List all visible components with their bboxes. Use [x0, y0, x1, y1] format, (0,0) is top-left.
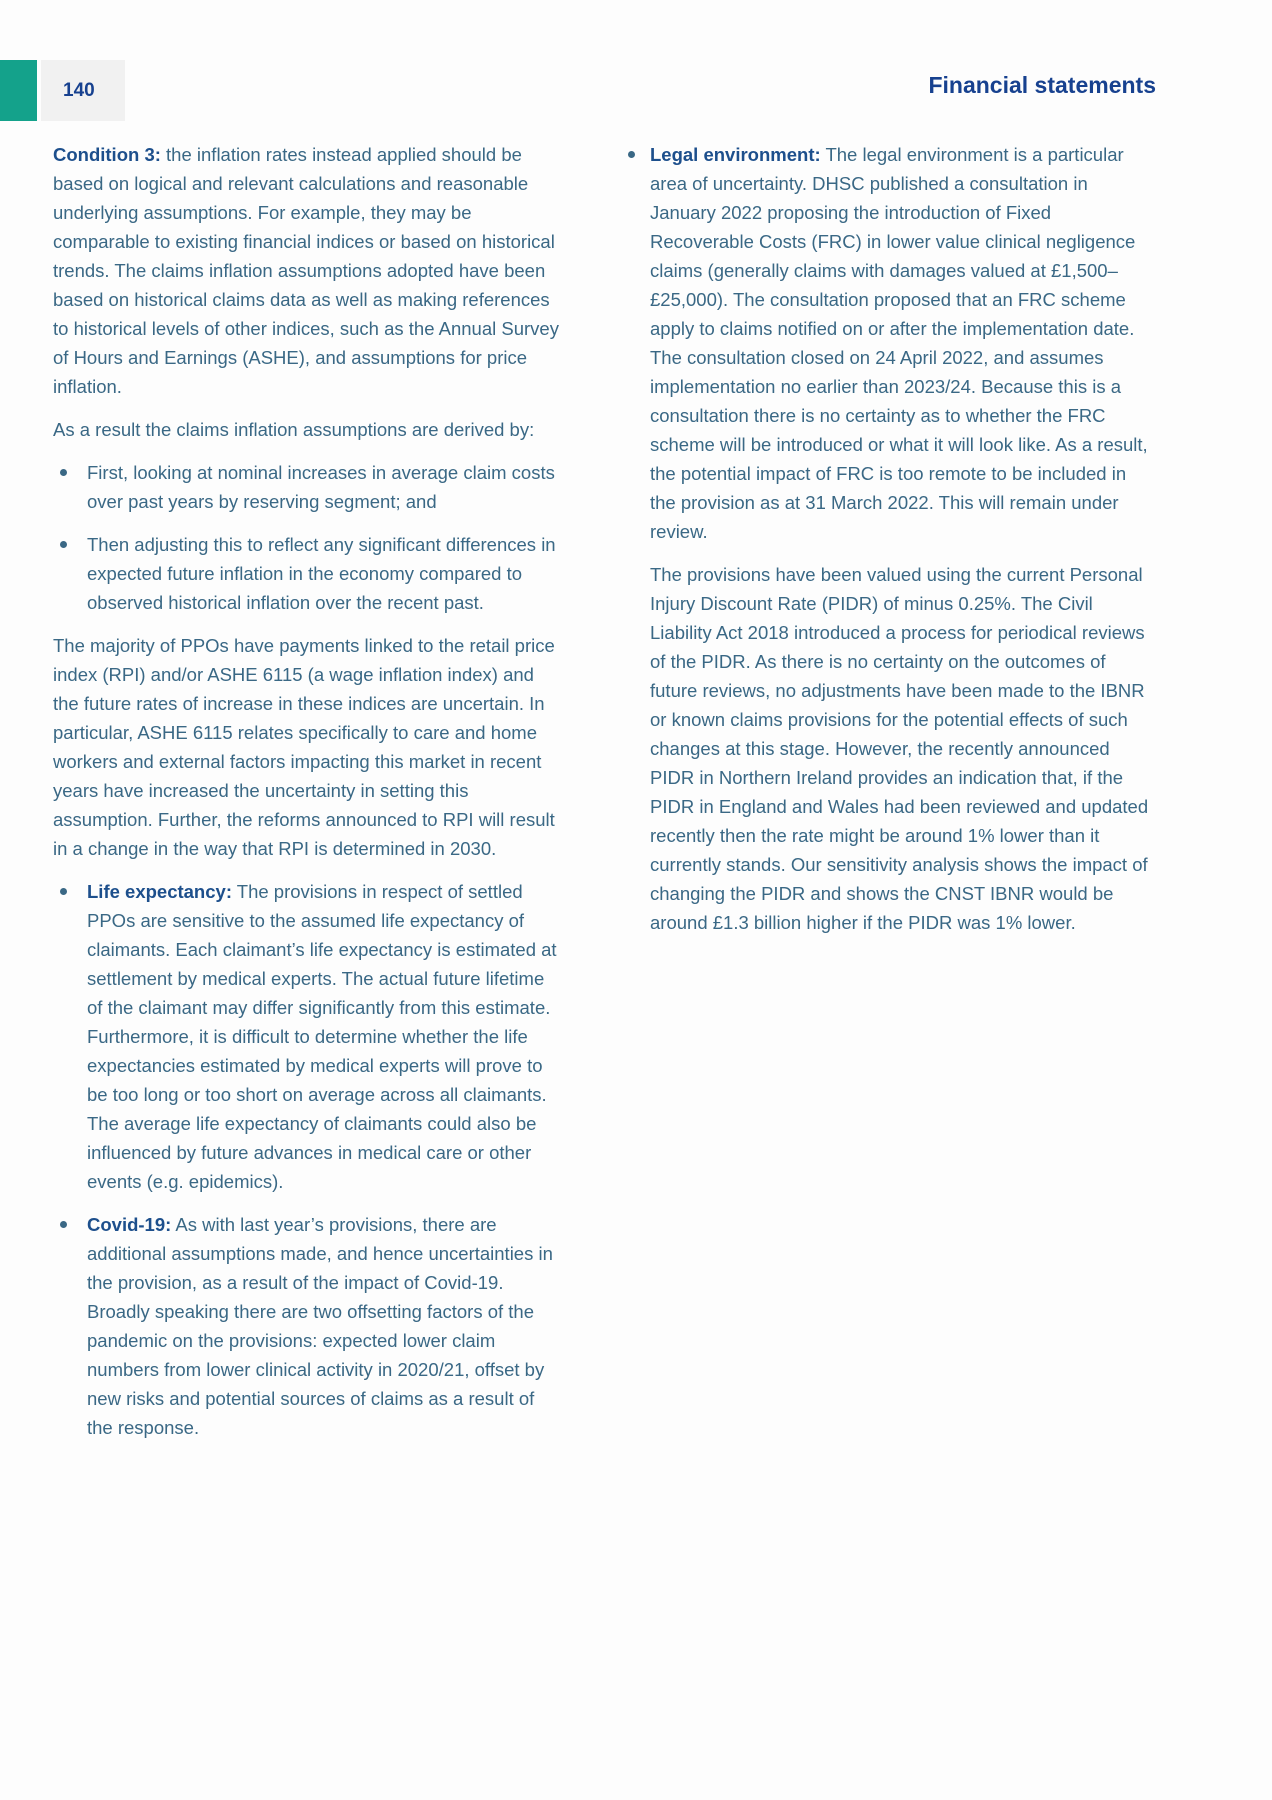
list-item-lead-covid19: Covid-19: [87, 1214, 172, 1235]
list-item-first-looking [53, 458, 563, 516]
paragraph-condition3 [53, 140, 563, 401]
list-item-text [87, 877, 563, 1196]
list-item-text: First, looking at nominal increases in average claim costs over past years by reserving segment; and [87, 462, 555, 512]
page-number-box [41, 60, 125, 121]
bullet-icon [60, 888, 67, 895]
list-item-body-covid19: As with last year’s provisions, there are additional assumptions made, and hence uncertainties in the provision, as a result of the impact of Covid-19. Broadly speaking there are two offsetting factors of the pandemic on the provisions: expected lower claim numbers from lower clinical activity in 2020/21, offset by new risks and potential sources of claims as a result of the response. [87, 1214, 553, 1438]
list-item-legal-environment [628, 140, 1150, 546]
page-number: 140 [63, 79, 95, 101]
bullet-icon [60, 1221, 67, 1228]
bullet-icon [60, 469, 67, 476]
list-item-text: Then adjusting this to reflect any significant differences in expected future inflation in the economy compared to observed historical inflation over the recent past. [87, 534, 556, 613]
list-item-text [650, 140, 1150, 546]
list-item-life-expectancy [53, 877, 563, 1196]
page-content [53, 140, 1156, 1456]
paragraph-derived-by: As a result the claims inflation assumptions are derived by: [53, 419, 535, 440]
list-item-body-legal-environment: The legal environment is a particular area of uncertainty. DHSC published a consultation in January 2022 proposing the introduction of Fixed Recoverable Costs (FRC) in lower value clinical negligence claims (generally claims with damages valued at £1,500–£25,000). The consultation proposed that an FRC scheme apply to claims notified on or after the implementation date. The consultation closed on 24 April 2022, and assumes implementation no earlier than 2023/24. Because this is a consultation there is no certainty as to whether the FRC scheme will be introduced or what it will look like. As a result, the potential impact of FRC is too remote to be included in the provision as at 31 March 2022. This will remain under review. [650, 144, 1148, 542]
list-item-body-life-expectancy: The provisions in respect of settled PPOs are sensitive to the assumed life expectancy of claimants. Each claimant’s life expectancy is estimated at settlement by medical experts. The actual future lifetime of the claimant may differ significantly from this estimate. Furthermore, it is difficult to determine whether the life expectancies estimated by medical experts will prove to be too long or too short on average across all claimants. The average life expectancy of claimants could also be influenced by future advances in medical care or other events (e.g. epidemics). [87, 881, 557, 1192]
teal-accent-block [0, 60, 37, 121]
paragraph-ppos: The majority of PPOs have payments linked to the retail price index (RPI) and/or ASHE 6115 (a wage inflation index) and the future rates of increase in these indices are uncertain. In particular, ASHE 6115 relates specifically to care and home workers and external factors impacting this market in recent years have increased the uncertainty in setting this assumption. Further, the reforms announced to RPI will result in a change in the way that RPI is determined in 2030. [53, 635, 555, 859]
list-item-text [87, 1210, 563, 1442]
right-column [628, 140, 1150, 1456]
paragraph-pidr: The provisions have been valued using the current Personal Injury Discount Rate (PIDR) of minus 0.25%. The Civil Liability Act 2018 introduced a process for periodical reviews of the PIDR. As there is no certainty on the outcomes of future reviews, no adjustments have been made to the IBNR or known claims provisions for the potential effects of such changes at this stage. However, the recently announced PIDR in Northern Ireland provides an indication that, if the PIDR in England and Wales had been reviewed and updated recently then the rate might be around 1% lower than it currently stands. Our sensitivity analysis shows the impact of changing the PIDR and shows the CNST IBNR would be around £1.3 billion higher if the PIDR was 1% lower. [650, 564, 1149, 933]
list-item-lead-legal-environment: Legal environment: [650, 144, 821, 165]
left-column [53, 140, 563, 1456]
paragraph-lead-condition3: Condition 3: [53, 144, 161, 165]
bullet-icon [60, 541, 67, 548]
bullet-icon [628, 151, 635, 158]
list-item-covid19 [53, 1210, 563, 1442]
list-item-lead-life-expectancy: Life expectancy: [87, 881, 232, 902]
paragraph-text-condition3: the inflation rates instead applied should be based on logical and relevant calculations and reasonable underlying assumptions. For example, they may be comparable to existing financial indices or based on historical trends. The claims inflation assumptions adopted have been based on historical claims data as well as making references to historical levels of other indices, such as the Annual Survey of Hours and Earnings (ASHE), and assumptions for price inflation. [53, 144, 559, 397]
list-item-then-adjusting [53, 530, 563, 617]
section-title: Financial statements [928, 72, 1156, 98]
